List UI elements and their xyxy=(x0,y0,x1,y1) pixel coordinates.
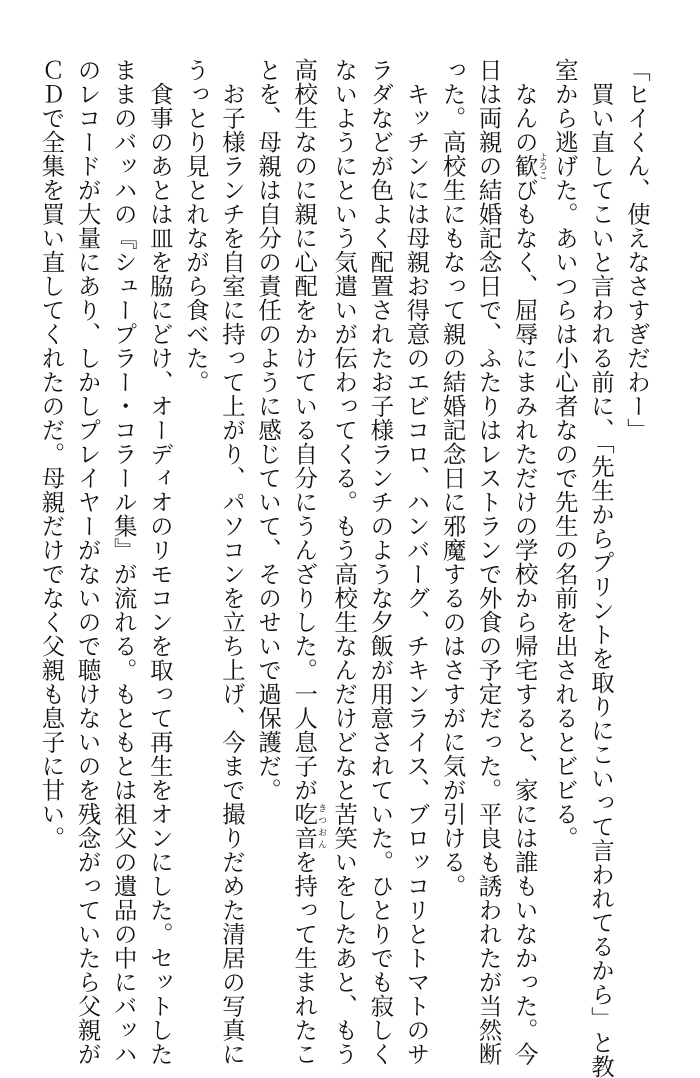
text-line xyxy=(70,58,106,1066)
text-line xyxy=(142,58,178,1066)
text-line xyxy=(507,58,547,1066)
text-line xyxy=(362,58,398,1066)
text-run: ラダなどが色よく配置されたお子様ランチのような夕飯が用意されていた。ひとりでも寂しく xyxy=(366,58,395,1066)
text-line xyxy=(286,58,327,1066)
text-run: お子様ランチを自室に持って上がり、パソコンを立ち上げ、今まで撮りだめた清居の写真に xyxy=(217,58,246,1066)
text-run: 食事のあとは皿を脇にどけ、オーディオのリモコンを取って再生をオンにした。セットした xyxy=(145,58,174,1066)
text-run: のレコードが大量にあり、しかしプレイヤーがないので聴けないのを残念がっていたら父親が xyxy=(73,58,102,1066)
text-run: ないようにという気遣いが伝わってくる。もう高校生なんだけどなと苦笑いをしたあと、もう xyxy=(330,58,359,1066)
text-run: 日は両親の結婚記念日で、ふたりはレストランで外食の予定だった。平良も誘われたが当然断 xyxy=(474,58,503,1066)
text-line xyxy=(434,58,470,985)
text-run: びもなく、屈辱にまみれただけの学校から帰宅すると、家には誰もいなかった。今 xyxy=(510,178,539,1066)
text-line xyxy=(178,58,214,985)
text-line xyxy=(214,58,250,1066)
text-run: 買い直してこいと言われる前に、「先生からプリントを取りにこいって言われてるから」と教 xyxy=(586,58,615,1078)
text-run: なんの xyxy=(510,58,539,154)
text-line xyxy=(583,58,619,1078)
text-line xyxy=(547,58,583,985)
text-run: った。高校生にもなって親の結婚記念日に邪魔するのはさすがに気が引ける。 xyxy=(438,58,467,898)
text-run: とを、母親は自分の責任のように感じていて、そのせいで過保護だ。 xyxy=(254,58,283,802)
furigana-reading: よろこ xyxy=(536,152,547,180)
text-run: 「ヒイくん、使えなさすぎだわー」 xyxy=(623,58,651,442)
text-run: キッチンには母親お得意のエビコロ、ハンバーグ、チキンライス、ブロッコリとトマトのサ xyxy=(402,58,431,1066)
furigana-word: 吃音きつおん xyxy=(290,802,327,850)
text-line xyxy=(398,58,434,1066)
furigana-reading: きつおん xyxy=(316,802,327,850)
text-line xyxy=(106,58,142,1066)
furigana-word: 歓よろこ xyxy=(510,152,547,180)
text-run: 高校生なのに親に心配をかけている自分にうんざりした。一人息子が xyxy=(290,58,319,802)
text-run: ＣＤで全集を買い直してくれたのだ。母親だけでなく父親も息子に甘い。 xyxy=(37,58,66,850)
text-run: ままのバッハの『シュープラー・コラール集』が流れる。もともとは祖父の遺品の中にバッハ xyxy=(109,58,138,1066)
text-line xyxy=(33,58,69,985)
text-run: を持って生まれたこ xyxy=(290,850,319,1066)
text-line xyxy=(326,58,362,1066)
text-run: 室から逃げた。あいつらは小心者なので先生の名前を出されるとビビる。 xyxy=(550,58,579,850)
text-run: うっとり見とれながら食べた。 xyxy=(181,58,210,394)
text-line xyxy=(471,58,507,1066)
text-line xyxy=(619,58,655,985)
text-line xyxy=(250,58,286,985)
